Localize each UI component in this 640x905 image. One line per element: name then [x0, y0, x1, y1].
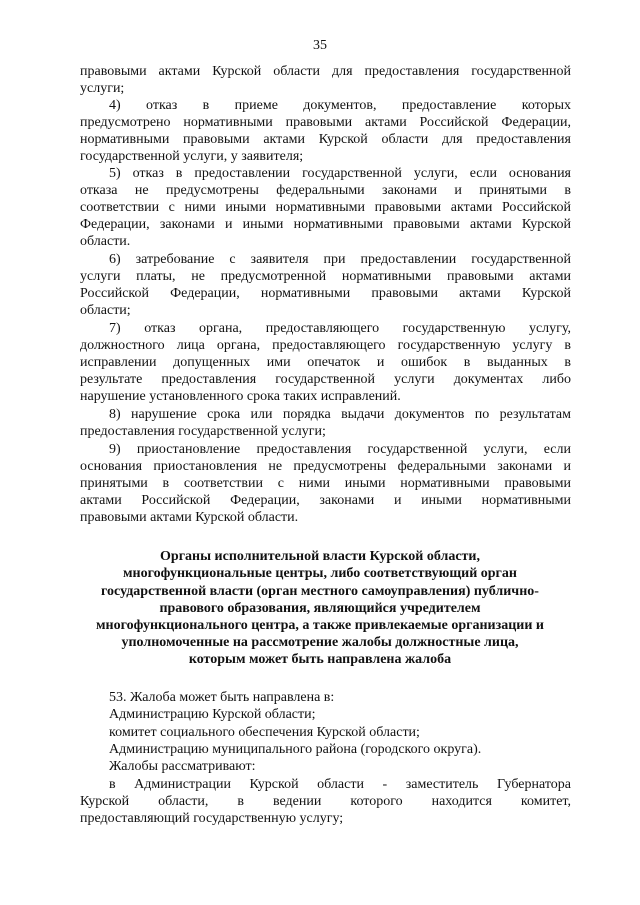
text-line: 53. Жалоба может быть направлена в:	[109, 690, 335, 705]
text-line: правовыми актами Курской области для предоставления государственной	[80, 64, 571, 79]
text-line: 5) отказ в предоставлении государственной услуги, если основания	[109, 166, 571, 181]
text-line: 7) отказ органа, предоставляющего государственную услугу,	[109, 321, 571, 336]
text-line: 6) затребование с заявителя при предоставлении государственной	[109, 252, 571, 267]
section-heading-line: государственной власти (орган местного самоуправления) публично-	[101, 584, 539, 599]
text-line: предусмотрено нормативными правовыми актами Российской Федерации,	[80, 115, 571, 130]
page-number: 35	[313, 38, 327, 53]
text-line: 8) нарушение срока или порядка выдачи документов по результатам	[109, 407, 571, 422]
section-heading-line: многофункционального центра, а также привлекаемые организации и	[96, 618, 544, 633]
text-line: Жалобы рассматривают:	[109, 759, 256, 774]
text-line: Администрацию муниципального района (городского округа).	[109, 742, 482, 757]
text-line: Российской Федерации, нормативными правовыми актами Курской	[80, 286, 571, 301]
text-line: принятыми в соответствии с ними иными нормативными правовыми	[80, 476, 571, 491]
text-line: услуги;	[80, 81, 125, 96]
section-heading-line: многофункциональные центры, либо соответствующий орган	[123, 566, 517, 581]
text-line: 4) отказ в приеме документов, предоставление которых	[109, 98, 571, 113]
text-line: результате предоставления государственной услуги документах либо	[80, 372, 571, 387]
section-heading-line: правового образования, являющийся учредителем	[159, 601, 481, 616]
section-heading-line: которым может быть направлена жалоба	[188, 652, 452, 667]
text-line: Администрацию Курской области;	[109, 707, 316, 722]
text-line: государственной услуги, у заявителя;	[80, 149, 304, 164]
text-line: нормативными правовыми актами Курской области для предоставления	[80, 132, 571, 147]
text-line: предоставляющий государственную услугу;	[80, 811, 344, 826]
section-heading-line: уполномоченные на рассмотрение жалобы должностные лица,	[121, 635, 519, 650]
text-line: области;	[80, 303, 131, 318]
text-line: комитет социального обеспечения Курской области;	[109, 725, 420, 740]
text-line: должностного лица органа, предоставляющего государственную услугу в	[80, 338, 571, 353]
text-line: Федерации, законами и иными нормативными правовыми актами Курской	[80, 217, 571, 232]
text-line: актами Российской Федерации, законами и иными нормативными	[80, 493, 571, 508]
text-line: отказа не предусмотрены федеральными законами и принятыми в	[80, 183, 571, 198]
text-line: соответствии с ними иными нормативными правовыми актами Российской	[80, 200, 571, 215]
text-line: основания приостановления не предусмотрены федеральными законами и	[80, 459, 571, 474]
text-line: предоставления государственной услуги;	[80, 424, 326, 439]
text-line: области.	[80, 234, 131, 249]
text-line: нарушение установленного срока таких исправлений.	[80, 389, 401, 404]
text-line: услуги платы, не предусмотренной нормативными правовыми актами	[80, 269, 571, 284]
text-line: исправлении допущенных ими опечаток и ошибок в выданных в	[80, 355, 571, 370]
text-line: в Администрации Курской области - заместитель Губернатора	[109, 777, 571, 792]
section-heading-line: Органы исполнительной власти Курской области,	[160, 549, 480, 564]
text-line: Курской области, в ведении которого находится комитет,	[80, 794, 571, 809]
text-line: правовыми актами Курской области.	[80, 510, 299, 525]
text-line: 9) приостановление предоставления государственной услуги, если	[109, 442, 571, 457]
